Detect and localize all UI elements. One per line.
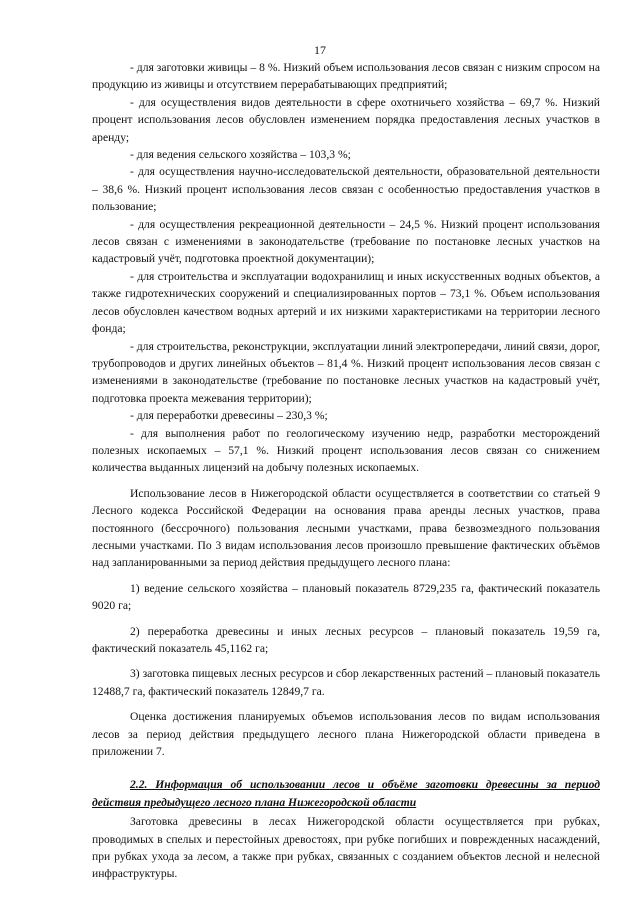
paragraph-reservoirs: - для строительства и эксплуатации водохранилищ и иных искусственных водных объектов, а также гидротехнических сооружений и специализированных портов – 73,1 %. Объем использования лесов обусловлен качеством водных артерий и их низкими характеристиками на территории лесного фонда; — [92, 269, 600, 336]
list-item-food-resources: 3) заготовка пищевых лесных ресурсов и сбор лекарственных растений – плановый показатель 12488,7 га, фактический показатель 12849,7 га. — [92, 667, 600, 698]
paragraph-assessment: Оценка достижения планируемых объемов использования лесов по видам использования лесов за период действия предыдущего лесного плана Нижегородской области приведена в приложении 7. — [92, 710, 600, 759]
paragraph-research: - для осуществления научно-исследовательской деятельности, образовательной деятельности – 38,6 %. Низкий процент использования лесов связан с особенностью предоставления участков в пользование; — [92, 165, 600, 214]
section-heading: 2.2. Информация об использовании лесов и объёме заготовки древесины за период действия предыдущего лесного плана Нижегородской области — [92, 778, 600, 809]
paragraph-hunting: - для осуществления видов деятельности в сфере охотничьего хозяйства – 69,7 %. Низкий процент использования лесов обусловлен изменением порядка предоставления лесных участков в аренду; — [92, 95, 600, 144]
paragraph-timber-harvesting: Заготовка древесины в лесах Нижегородской области осуществляется при рубках, проводимых в спелых и перестойных древостоях, при рубке погибших и поврежденных насаждений, при рубках ухода за лесом, а также при рубках, связанных с созданием объектов лесной и нелесной инфраструктуры. — [92, 815, 600, 881]
paragraph-geology: - для выполнения работ по геологическому изучению недр, разработки месторождений полезных ископаемых – 57,1 %. Низкий процент использования лесов связан со снижением количества выданных лицензий на добычу полезных ископаемых. — [92, 426, 600, 475]
paragraph-resin: - для заготовки живицы – 8 %. Низкий объем использования лесов связан с низким спросом на продукцию из живицы и отсутствием перерабатывающих предприятий; — [92, 61, 600, 92]
paragraph-recreation: - для осуществления рекреационной деятельности – 24,5 %. Низкий процент использования лесов связан с изменениями в законодательстве (требование по постановке лесных участков на кадастровый учёт, подготовка проектной документации); — [92, 217, 600, 266]
paragraph-agriculture: - для ведения сельского хозяйства – 103,3 %; — [130, 148, 351, 162]
list-item-agriculture: 1) ведение сельского хозяйства – плановый показатель 8729,235 га, фактический показатель 9020 га; — [92, 581, 600, 613]
paragraph-forest-use-overview: Использование лесов в Нижегородской области осуществляется в соответствии со статьей 9 Лесного кодекса Российской Федерации на основания права аренды лесных участков, права постоянного (бессрочного) пользования лесными участками, права безвозмездного пользования лесными участками. По 3 видам использования лесов произошло превышение фактических объёмов над запланированными за период действия предыдущего лесного плана: — [92, 486, 600, 570]
paragraph-linear-objects: - для строительства, реконструкции, эксплуатации линий электропередачи, линий связи, дорог, трубопроводов и других линейных объектов – 81,4 %. Низкий процент использования лесов связан с изменениями в законодательстве (требование по постановке лесных участков на кадастровый учёт, подготовка проекта межевания территории); — [92, 339, 600, 405]
page-number: 17 — [314, 43, 326, 57]
document-body — [92, 59, 600, 883]
list-item-wood-processing: 2) переработка древесины и иных лесных ресурсов – плановый показатель 19,59 га, фактический показатель 45,1162 га; — [92, 624, 600, 655]
paragraph-wood-processing: - для переработки древесины – 230,3 %; — [130, 409, 328, 423]
